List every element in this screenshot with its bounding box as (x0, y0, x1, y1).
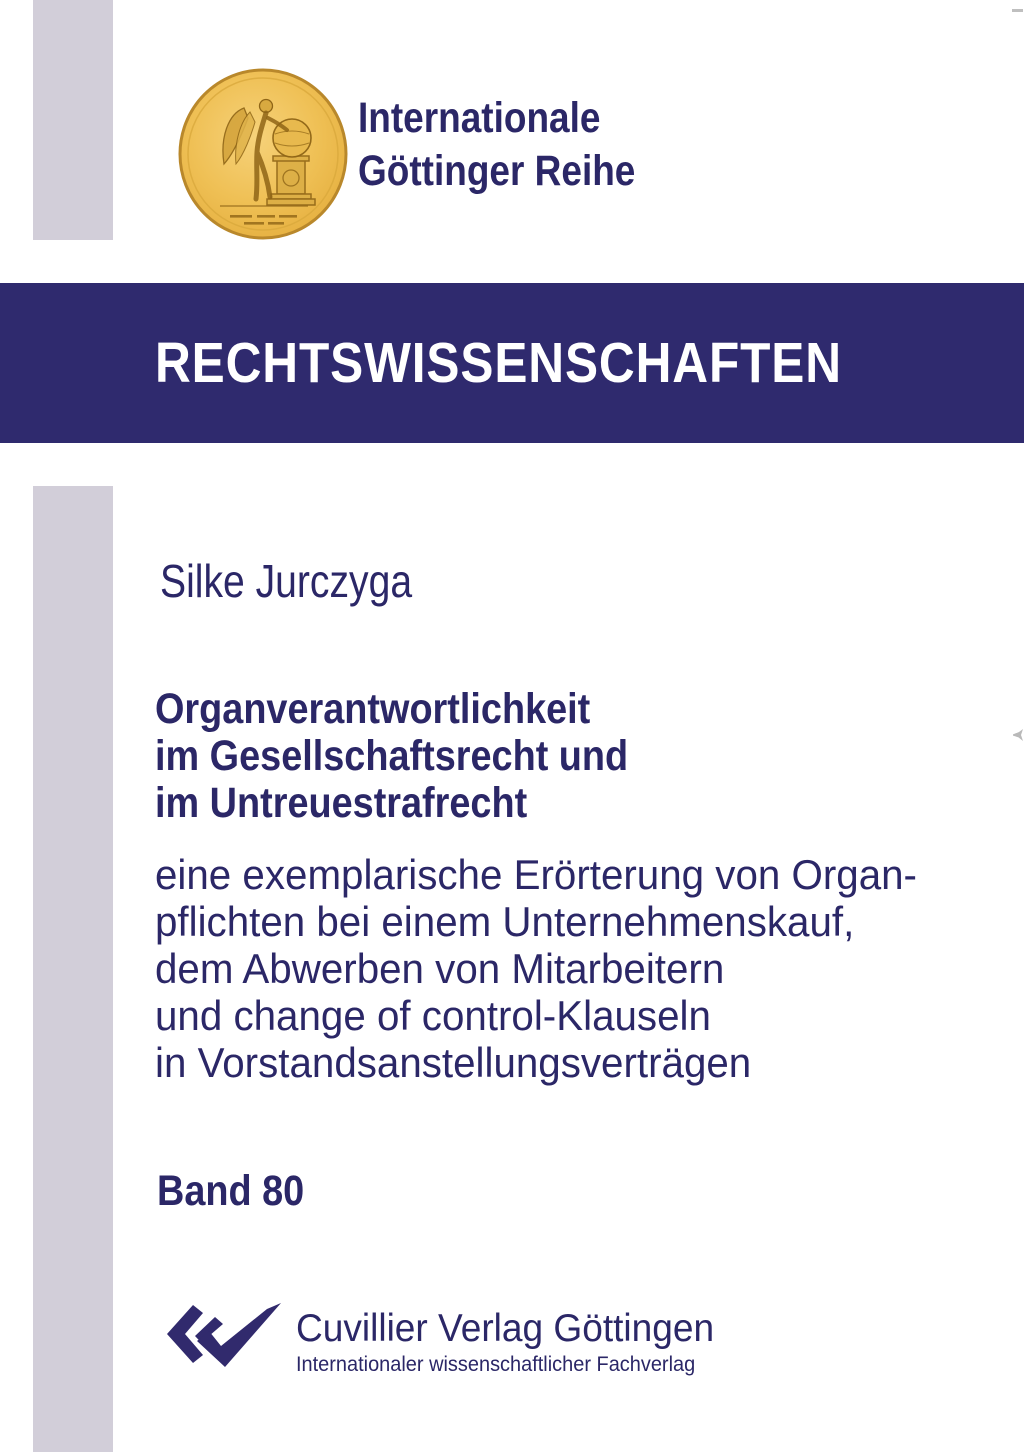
publisher-name: Cuvillier Verlag Göttingen (296, 1307, 715, 1350)
book-subtitle (155, 851, 917, 1086)
volume-number: Band 80 (157, 1167, 305, 1215)
book-subtitle-line1: eine exemplarische Erörterung von Organ- (155, 851, 917, 898)
publisher-block (296, 1307, 714, 1377)
author-name: Silke Jurczyga (160, 555, 413, 607)
cuvillier-cv-checkmark-icon (157, 1303, 281, 1369)
series-title (358, 92, 635, 198)
book-title (155, 686, 628, 827)
book-subtitle-line5: in Vorstandsanstellungsverträgen (155, 1039, 752, 1086)
book-subtitle-line3: dem Abwerben von Mitarbeitern (155, 945, 725, 992)
series-title-line2: Göttinger Reihe (358, 147, 636, 195)
book-title-line1: Organverantwortlichkeit (155, 685, 591, 733)
subject-banner-label: RECHTSWISSENSCHAFTEN (155, 331, 842, 395)
series-title-line1: Internationale (358, 94, 601, 142)
subject-banner (0, 283, 1024, 443)
scan-artifact-top-right (1012, 9, 1023, 12)
book-title-line3: im Untreuestrafrecht (155, 779, 528, 827)
book-subtitle-line2: pflichten bei einem Unternehmenskauf, (155, 898, 855, 945)
left-stripe-bottom (33, 486, 113, 1452)
book-title-line2: im Gesellschaftsrecht und (155, 732, 629, 780)
publisher-tagline: Internationaler wissenschaftlicher Fachverlag (296, 1353, 696, 1376)
left-stripe-top (33, 0, 113, 240)
book-subtitle-line4: und change of control-Klauseln (155, 992, 711, 1039)
gold-medal-icon (178, 68, 348, 240)
scan-artifact-mid-right (1013, 729, 1023, 741)
